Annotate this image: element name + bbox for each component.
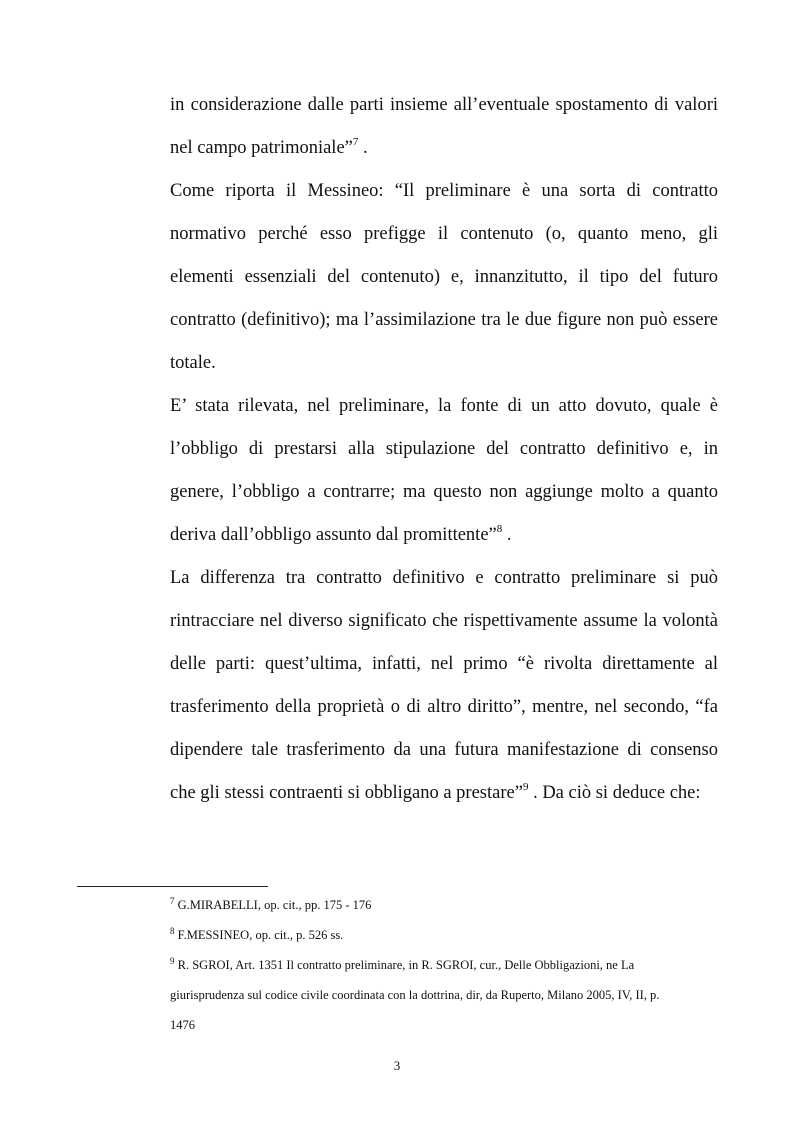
footnotes xyxy=(170,890,730,1040)
text-line: E’ stata rilevata, nel preliminare, la fonte di un atto dovuto, quale è xyxy=(170,396,718,416)
footnote-ref-7[interactable]: 7 xyxy=(352,136,359,148)
text-line: trasferimento della proprietà o di altro diritto”, mentre, nel secondo, “fa xyxy=(170,697,718,717)
footnote-number: 7 xyxy=(170,896,175,906)
footnote-9-continued: giurisprudenza sul codice civile coordinata con la dottrina, dir, da Ruperto, Milano 2005, IV, II, p. xyxy=(170,988,660,1002)
paragraph-3 xyxy=(170,385,718,557)
text-line: normativo perché esso prefigge il contenuto (o, quanto meno, gli xyxy=(170,224,718,244)
text-line: rintracciare nel diverso significato che rispettivamente assume la volontà xyxy=(170,611,718,631)
text-line: l’obbligo di prestarsi alla stipulazione del contratto definitivo e, in xyxy=(170,439,718,459)
footnote-8: $^8$ F.MESSINEO, op. cit., p. 526 ss. xyxy=(170,926,344,942)
text-line: delle parti: quest’ultima, infatti, nel primo “è rivolta direttamente al xyxy=(170,654,718,674)
text-line: Come riporta il Messineo: “Il preliminare è una sorta di contratto xyxy=(170,181,718,201)
paragraph-1 xyxy=(170,84,718,170)
footnote-9-continued: 1476 xyxy=(170,1018,195,1032)
footnote-separator xyxy=(77,886,268,887)
footnote-ref-8[interactable]: 8 xyxy=(496,523,503,535)
text-line: totale. xyxy=(170,353,216,373)
text-line: in considerazione dalle parti insieme all’eventuale spostamento di valori xyxy=(170,95,718,115)
text-line: elementi essenziali del contenuto) e, innanzitutto, il tipo del futuro xyxy=(170,267,718,287)
text-line: contratto (definitivo); ma l’assimilazione tra le due figure non può essere xyxy=(170,310,718,330)
text-line: deriva dall’obbligo assunto dal promittente”$^8$ . xyxy=(170,523,512,545)
footnote-7: $^7$ G.MIRABELLI, op. cit., pp. 175 - 176 xyxy=(170,896,372,912)
footnote-number: 8 xyxy=(170,926,175,936)
text-line: che gli stessi contraenti si obbligano a prestare”$^9$ . Da ciò si deduce che: xyxy=(170,781,701,803)
body-text xyxy=(170,84,718,815)
text-line: La differenza tra contratto definitivo e contratto preliminare si può xyxy=(170,568,718,588)
paragraph-4 xyxy=(170,557,718,815)
page-number: 3 xyxy=(393,1058,401,1073)
text-line: nel campo patrimoniale”$^7$ . xyxy=(170,136,368,158)
footnote-ref-9[interactable]: 9 xyxy=(522,781,529,793)
footnote-9: $^9$ R. SGROI, Art. 1351 Il contratto preliminare, in R. SGROI, cur., Delle Obbligazioni, ne La xyxy=(170,956,635,972)
text-line: dipendere tale trasferimento da una futura manifestazione di consenso xyxy=(170,740,718,760)
footnote-number: 9 xyxy=(170,956,175,966)
paragraph-2 xyxy=(170,170,718,385)
text-line: genere, l’obbligo a contrarre; ma questo non aggiunge molto a quanto xyxy=(170,482,718,502)
